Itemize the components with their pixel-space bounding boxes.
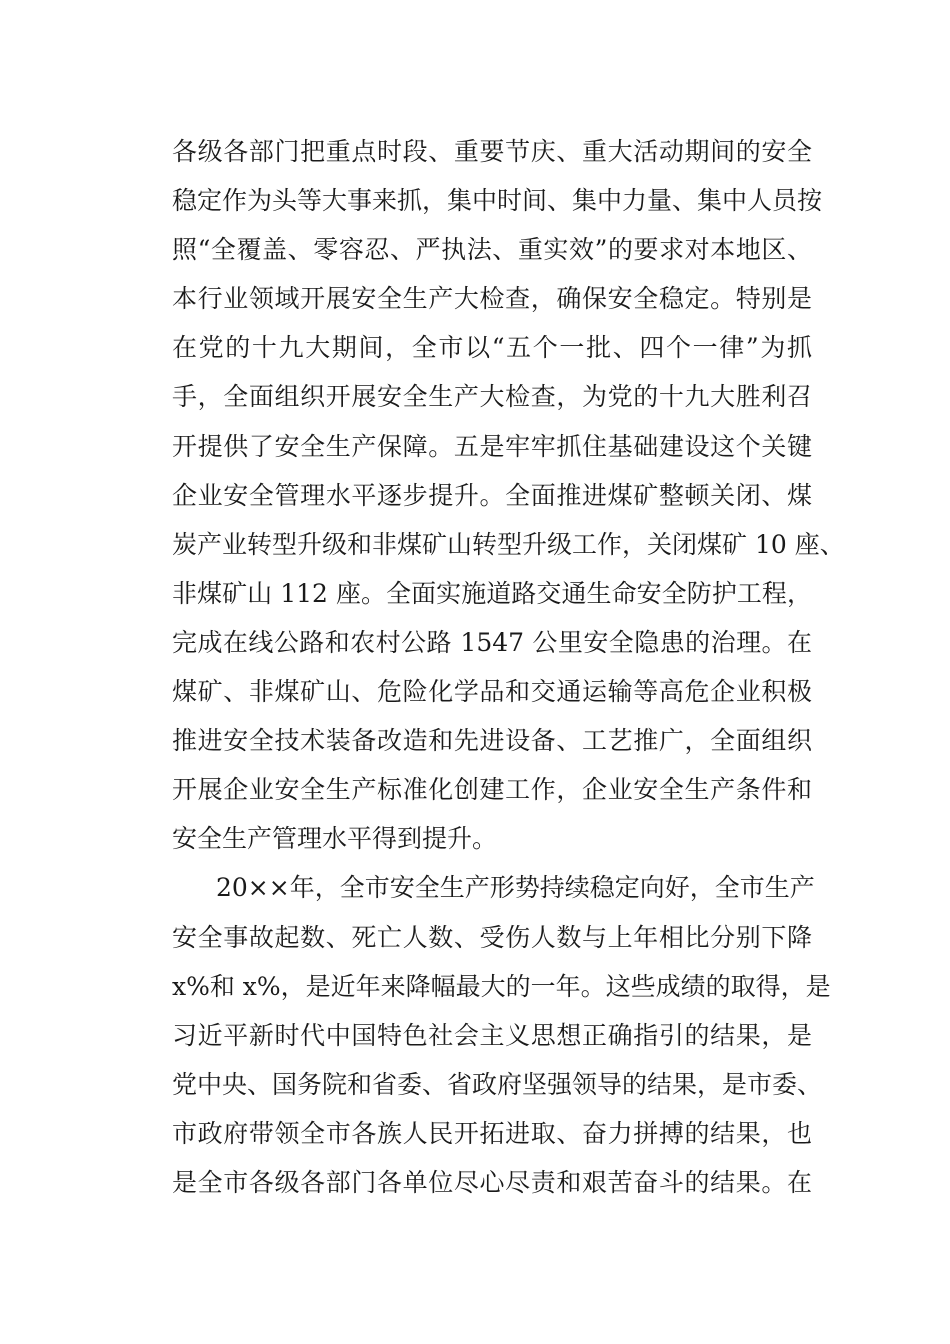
text-line: x%和 x%，是近年来降幅最大的一年。这些成绩的取得，是	[172, 971, 831, 1001]
text-line: 是全市各级各部门各单位尽心尽责和艰苦奋斗的结果。在	[172, 1167, 812, 1197]
text-line: 炭产业转型升级和非煤矿山转型升级工作，关闭煤矿 10 座、	[172, 529, 845, 559]
text-line: 企业安全管理水平逐步提升。全面推进煤矿整顿关闭、煤	[172, 480, 812, 510]
text-line: 非煤矿山 112 座。全面实施道路交通生命安全防护工程，	[172, 578, 812, 608]
text-line: 市政府带领全市各族人民开拓进取、奋力拼搏的结果，也	[172, 1118, 812, 1148]
text-line: 党中央、国务院和省委、省政府坚强领导的结果，是市委、	[172, 1069, 823, 1099]
text-line: 安全生产管理水平得到提升。	[172, 824, 498, 854]
text-line: 照“全覆盖、零容忍、严执法、重实效”的要求对本地区、	[172, 235, 812, 265]
paragraph-start-line: 20××年，全市安全生产形势持续稳定向好，全市生产	[216, 873, 815, 903]
text-line: 在党的十九大期间，全市以“五个一批、四个一律”为抓	[172, 333, 812, 363]
text-line: 开展企业安全生产标准化创建工作，企业安全生产条件和	[172, 775, 812, 805]
text-line: 完成在线公路和农村公路 1547 公里安全隐患的治理。在	[172, 627, 812, 657]
text-line: 手，全面组织开展安全生产大检查，为党的十九大胜利召	[172, 382, 812, 412]
text-line: 安全事故起数、死亡人数、受伤人数与上年相比分别下降	[172, 922, 812, 952]
text-line: 稳定作为头等大事来抓，集中时间、集中力量、集中人员按	[172, 186, 823, 216]
text-line: 推进安全技术装备改造和先进设备、工艺推广，全面组织	[172, 726, 812, 756]
text-line: 开提供了安全生产保障。五是牢牢抓住基础建设这个关键	[172, 431, 812, 461]
text-line: 习近平新时代中国特色社会主义思想正确指引的结果，是	[172, 1020, 812, 1050]
body-text	[172, 127, 845, 1207]
text-line: 本行业领域开展安全生产大检查，确保安全稳定。特别是	[172, 284, 812, 314]
text-line: 各级各部门把重点时段、重要节庆、重大活动期间的安全	[172, 137, 812, 166]
text-line: 煤矿、非煤矿山、危险化学品和交通运输等高危企业积极	[172, 677, 812, 707]
